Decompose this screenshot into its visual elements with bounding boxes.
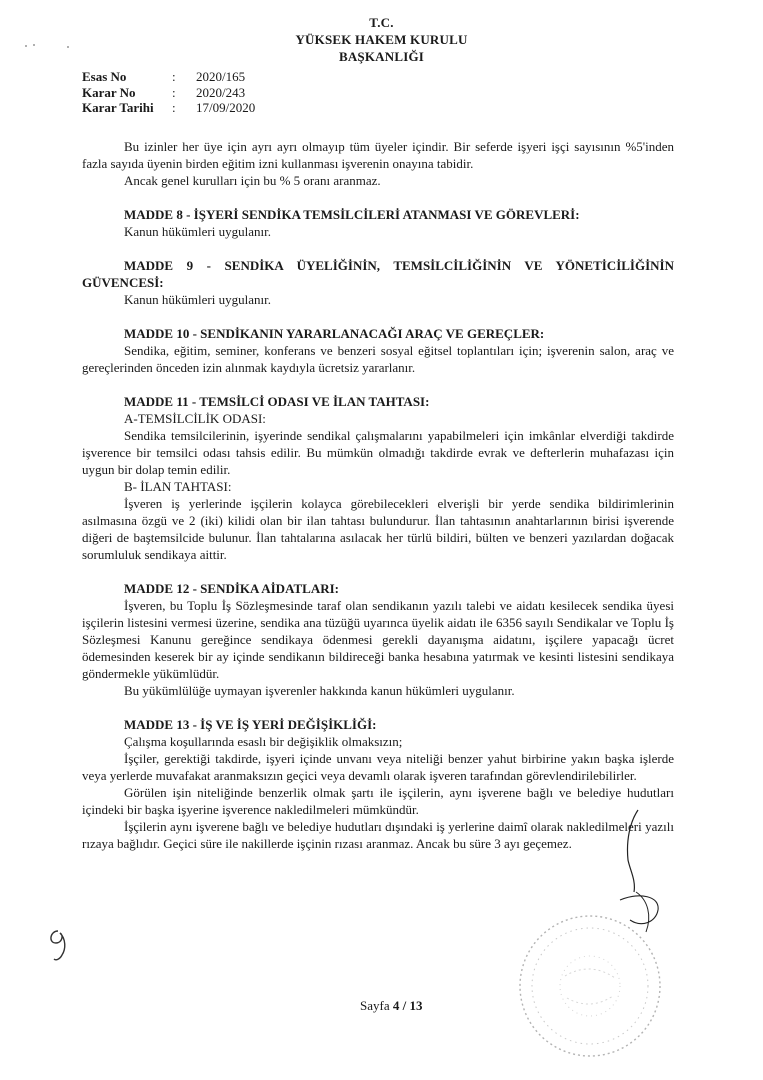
article-13-text-3: Görülen işin niteliğinde benzerlik olmak şartı ile işçilerin, aynı işverene bağlı ve belediye hudutları içindeki bir başka işyerine işverence nakledilmeleri mümkündür. xyxy=(82,785,674,817)
meta-sep: : xyxy=(172,69,176,84)
meta-label: Esas No xyxy=(82,69,127,84)
article-12-text-2: Bu yükümlülüğe uymayan işverenler hakkında kanun hükümleri uygulanır. xyxy=(124,683,515,698)
header-institution: YÜKSEK HAKEM KURULU xyxy=(295,32,468,47)
meta-label: Karar Tarihi xyxy=(82,100,154,115)
meta-row-esas xyxy=(82,69,255,85)
article-11-title: MADDE 11 - TEMSİLCİ ODASI VE İLAN TAHTASI: xyxy=(124,394,430,409)
meta-row-karar-tarihi xyxy=(82,100,255,116)
page-sep: / xyxy=(402,998,407,1013)
article-12-title: MADDE 12 - SENDİKA AİDATLARI: xyxy=(124,581,340,596)
page-prefix: Sayfa xyxy=(360,998,390,1013)
article-8-text: Kanun hükümleri uygulanır. xyxy=(124,224,271,239)
handwritten-initial-mark xyxy=(40,925,80,965)
article-12-text: İşveren, bu Toplu İş Sözleşmesinde taraf olan sendikanın yazılı talebi ve aidatı kesilecek sendika üyesi işçilerin listesini vermesi üzerine, sendika ana tüzüğü uyarınca üyelik aidatı ile 6356 sayılı Sendikalar ve Toplu İş Sözleşmesi Kanunu gereğince sendikaya ödenmesi gerekli dayanışma aidatını, işçilere yapacağı ücret ödemesinden keserek bir ay içinde sendikanın bildireceği banka hesabına yatırmak ve kesinti listesini sendikaya göndermekle yükümlüdür. xyxy=(82,598,674,681)
case-metadata xyxy=(82,69,255,116)
meta-value: 17/09/2020 xyxy=(196,100,256,115)
article-13-text-1: Çalışma koşullarında esaslı bir değişiklik olmaksızın; xyxy=(124,734,403,749)
meta-row-karar xyxy=(82,85,255,101)
header-tc: T.C. xyxy=(369,15,394,30)
article-9-text: Kanun hükümleri uygulanır. xyxy=(124,292,271,307)
article-13-text-2: İşçiler, gerektiği takdirde, işyeri içinde unvanı veya niteliği benzer yahut birbirine yakın başka işlerde veya yerlerde muvafakat aranmaksızın geçici veya devamlı olarak işveren tarafından görevlendirilebilirler. xyxy=(82,751,674,783)
article-10-text: Sendika, eğitim, seminer, konferans ve benzeri sosyal eğitsel toplantıları için; işverenin salon, araç ve gereçlerinden önceden izin alınmak kaydıyla ücretsiz yararlanır. xyxy=(82,343,674,375)
page-number xyxy=(360,998,422,1014)
article-8-title: MADDE 8 - İŞYERİ SENDİKA TEMSİLCİLERİ ATANMASI VE GÖREVLERİ: xyxy=(124,207,580,222)
meta-sep: : xyxy=(172,100,176,115)
article-10-title: MADDE 10 - SENDİKANIN YARARLANACAĞI ARAÇ VE GEREÇLER: xyxy=(124,326,545,341)
article-11-a-title: A-TEMSİLCİLİK ODASI: xyxy=(124,411,266,426)
meta-label: Karar No xyxy=(82,84,136,100)
header-department: BAŞKANLIĞI xyxy=(338,49,425,64)
signature-scribble xyxy=(590,800,680,940)
intro-paragraph: Bu izinler her üye için ayrı ayrı olmayıp tüm üyeler içindir. Bir seferde işyeri işçi sayısının %5'inden fazla sayıda üyenin birden eğitim izni kullanması işverenin onayına tabidir. xyxy=(82,139,674,171)
article-11-b-text: İşveren iş yerlerinde işçilerin kolayca görebilecekleri elverişli bir yerde sendika bildirimlerinin asılmasına özgü ve 2 (iki) kilidi olan bir ilan tahtası bulundurur. İlan tahtasının anahtarlarının birisi işverende diğeri de baştemsilcide bulunur. İlan tahtalarına asılacak her türlü bildiri, bülten ve benzeri yazılardan doğacak sorumluluk sendikaya aittir. xyxy=(82,496,674,562)
article-13-text-4: İşçilerin aynı işverene bağlı ve belediye hudutları dışındaki iş yerlerine daimî olarak nakledilmeleri yazılı rızaya bağlıdır. Geçici süre ile nakillerde işçinin rızası aranmaz. Ancak bu süre 3 ayı geçemez. xyxy=(82,819,674,851)
scan-artifact-marks xyxy=(22,40,82,52)
intro-paragraph-2: Ancak genel kurulları için bu % 5 oranı aranmaz. xyxy=(124,173,381,188)
page-total: 13 xyxy=(409,998,423,1013)
meta-value: 2020/243 xyxy=(196,84,246,100)
document-body xyxy=(82,138,674,852)
page-current: 4 xyxy=(392,998,400,1013)
article-11-a-text: Sendika temsilcilerinin, işyerinde sendikal çalışmalarını yapabilmeleri için imkânlar elverdiği takdirde işverence bir temsilci odası tahsis edilir. Bu mümkün olmadığı takdirde evrak ve defterlerin muhafazası için uygun bir dolap temin edilir. xyxy=(82,428,674,477)
article-13-title: MADDE 13 - İŞ VE İŞ YERİ DEĞİŞİKLİĞİ: xyxy=(124,717,377,732)
meta-sep: : xyxy=(172,84,176,100)
article-9-title: MADDE 9 - SENDİKA ÜYELİĞİNİN, TEMSİLCİLİĞİNİN VE YÖNETİCİLİĞİNİN GÜVENCESİ: xyxy=(82,258,674,290)
article-11-b-title: B- İLAN TAHTASI: xyxy=(124,479,232,494)
meta-value: 2020/165 xyxy=(196,69,246,84)
